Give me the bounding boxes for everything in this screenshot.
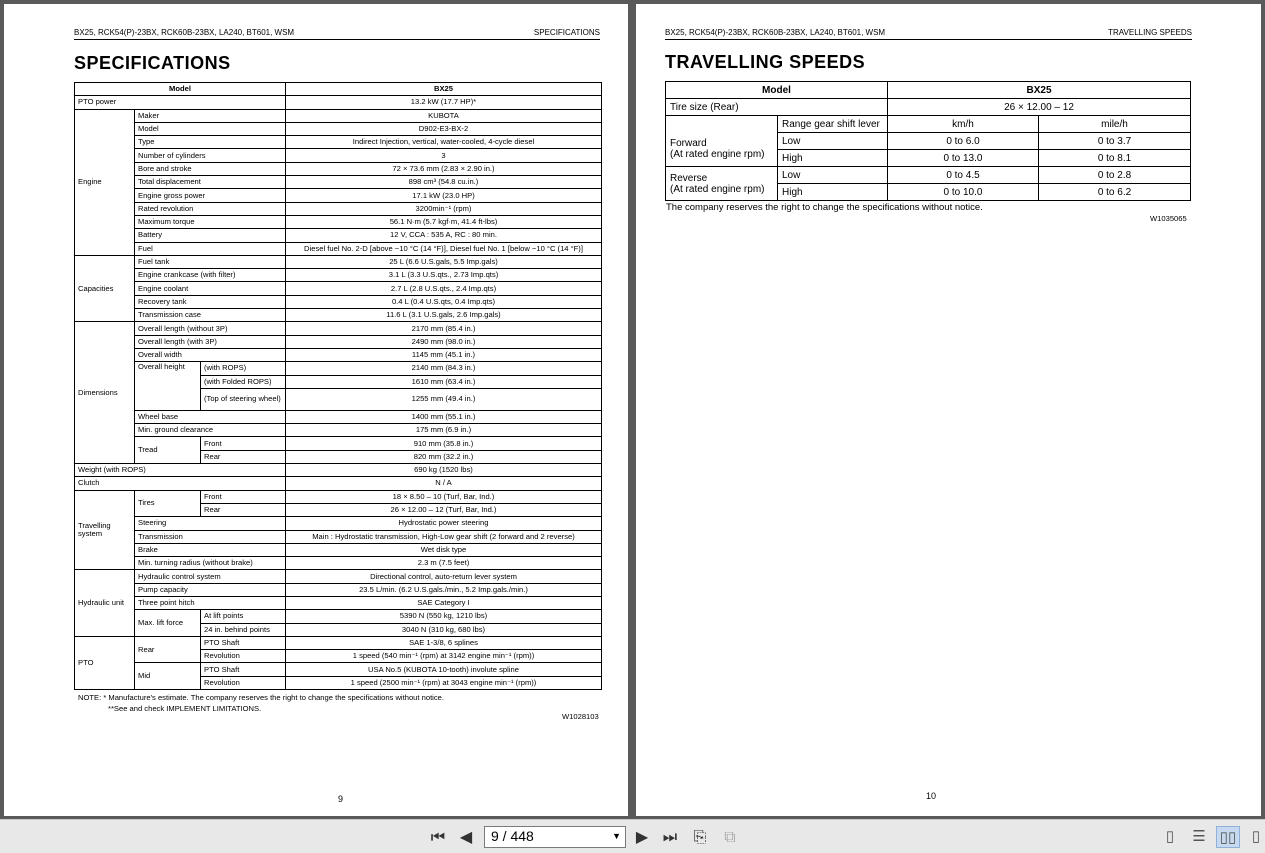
table-row — [75, 322, 602, 335]
row-label: Pump capacity — [135, 583, 286, 596]
gear-label: Low — [778, 133, 888, 150]
table-row — [666, 82, 1191, 99]
first-page-icon[interactable]: ⏮ — [430, 829, 446, 846]
row-value: 5390 N (550 kg, 1210 lbs) — [286, 610, 602, 623]
row-label: Hydraulic control system — [135, 570, 286, 583]
row-label — [666, 167, 778, 201]
table-row — [75, 109, 602, 122]
running-header — [665, 28, 1192, 40]
table-header: BX25 — [888, 82, 1191, 99]
row-label: Clutch — [75, 477, 286, 490]
row-value: 23.5 L/min. (6.2 U.S.gals./min., 5.2 Imp.gals./min.) — [286, 583, 602, 596]
table-row — [75, 255, 602, 268]
row-label: Min. ground clearance — [135, 424, 286, 437]
table-row — [666, 99, 1191, 116]
gear-label: Low — [778, 167, 888, 184]
row-sublabel: PTO Shaft — [201, 636, 286, 649]
row-value: 1400 mm (55.1 in.) — [286, 410, 602, 423]
row-label: Engine coolant — [135, 282, 286, 295]
row-label: Overall height — [135, 362, 201, 411]
table-row — [75, 348, 602, 361]
direction-label: Forward — [670, 138, 707, 150]
table-row — [75, 189, 602, 202]
row-value: 1 speed (540 min⁻¹ (rpm) at 3142 engine min⁻¹ (rpm)) — [286, 650, 602, 663]
table-row — [75, 242, 602, 255]
row-value: 11.6 L (3.1 U.S.gals, 2.6 Imp.gals) — [286, 309, 602, 322]
table-row — [666, 167, 1191, 184]
table-row — [75, 309, 602, 322]
row-value: 0 to 4.5 — [888, 167, 1039, 184]
row-value: 3 — [286, 149, 602, 162]
row-value: 3.1 L (3.3 U.S.qts., 2.73 Imp.qts) — [286, 269, 602, 282]
table-row — [75, 424, 602, 437]
table-row — [75, 517, 602, 530]
page-indicator: 9 / 448 — [491, 828, 534, 844]
row-value: 1 speed (2500 min⁻¹ (rpm) at 3043 engine min⁻¹ (rpm)) — [286, 676, 602, 689]
row-value: 690 kg (1520 lbs) — [286, 464, 602, 477]
table-row — [75, 335, 602, 348]
row-label: Rated revolution — [135, 202, 286, 215]
table-header: Model — [666, 82, 888, 99]
row-value: 25 L (6.6 U.S.gals, 5.5 Imp.gals) — [286, 255, 602, 268]
row-value: 2170 mm (85.4 in.) — [286, 322, 602, 335]
row-value: USA No.5 (KUBOTA 10-tooth) involute spline — [286, 663, 602, 676]
row-value: Indirect Injection, vertical, water-cooled, 4-cycle diesel — [286, 136, 602, 149]
row-value: 0 to 2.8 — [1039, 167, 1191, 184]
row-sublabel: (Top of steering wheel) — [201, 388, 286, 410]
row-label: Bore and stroke — [135, 162, 286, 175]
table-row — [75, 282, 602, 295]
page-number: 10 — [926, 791, 937, 801]
row-value: 1610 mm (63.4 in.) — [286, 375, 602, 388]
row-label: Tread — [135, 437, 201, 464]
table-row — [666, 133, 1191, 150]
table-row — [75, 229, 602, 242]
table-row — [75, 176, 602, 189]
direction-sublabel: (At rated engine rpm) — [670, 183, 765, 195]
footnote-line: **See and check IMPLEMENT LIMITATIONS. — [108, 703, 262, 713]
row-value: SAE Category I — [286, 596, 602, 609]
row-label: Fuel tank — [135, 255, 286, 268]
row-label: Model — [135, 122, 286, 135]
row-label: Engine gross power — [135, 189, 286, 202]
row-value: 2.7 L (2.8 U.S.qts., 2.4 Imp.qts) — [286, 282, 602, 295]
column-header: km/h — [888, 116, 1039, 133]
table-row — [75, 295, 602, 308]
table-row — [75, 663, 602, 676]
row-label: Brake — [135, 543, 286, 556]
row-value: 2140 mm (84.3 in.) — [286, 362, 602, 375]
row-sublabel: Front — [201, 490, 286, 503]
row-value: 820 mm (32.2 in.) — [286, 450, 602, 463]
viewer-toolbar — [0, 819, 1265, 853]
row-label: Overall width — [135, 348, 286, 361]
row-value: 2490 mm (98.0 in.) — [286, 335, 602, 348]
row-sublabel: Revolution — [201, 676, 286, 689]
disclaimer-note: The company reserves the right to change the specifications without notice. — [666, 202, 983, 213]
table-row — [75, 437, 602, 450]
row-sublabel: (with Folded ROPS) — [201, 375, 286, 388]
row-value: 0 to 13.0 — [888, 150, 1039, 167]
row-label: Mid — [135, 663, 201, 690]
category-label: PTO — [75, 636, 135, 689]
row-value: Main : Hydrostatic transmission, High-Low gear shift (2 forward and 2 reverse) — [286, 530, 602, 543]
row-label: Maker — [135, 109, 286, 122]
rotate-icon[interactable]: ⎘ — [693, 829, 707, 846]
row-value: 0 to 3.7 — [1039, 133, 1191, 150]
row-value: 18 × 8.50 – 10 (Turf, Bar, Ind.) — [286, 490, 602, 503]
category-label: Capacities — [75, 255, 135, 321]
table-row — [75, 636, 602, 649]
row-value: 26 × 12.00 – 12 — [888, 99, 1191, 116]
table-row — [75, 596, 602, 609]
row-label: Range gear shift lever — [778, 116, 888, 133]
row-label: PTO power — [75, 96, 286, 109]
row-value: 3040 N (310 kg, 680 lbs) — [286, 623, 602, 636]
row-label: Rear — [135, 636, 201, 663]
row-label: Steering — [135, 517, 286, 530]
row-label: Maximum torque — [135, 215, 286, 228]
row-value: Hydrostatic power steering — [286, 517, 602, 530]
row-sublabel: Revolution — [201, 650, 286, 663]
row-label: Engine crankcase (with filter) — [135, 269, 286, 282]
row-label: Max. lift force — [135, 610, 201, 637]
row-label: Overall length (without 3P) — [135, 322, 286, 335]
row-value: D902-E3-BX-2 — [286, 122, 602, 135]
row-sublabel: Rear — [201, 450, 286, 463]
table-row — [75, 96, 602, 109]
table-row — [75, 410, 602, 423]
row-value: 1255 mm (49.4 in.) — [286, 388, 602, 410]
table-row — [75, 477, 602, 490]
row-label — [666, 133, 778, 167]
row-value: 12 V, CCA : 535 A, RC : 80 min. — [286, 229, 602, 242]
table-row — [75, 570, 602, 583]
next-page-icon[interactable]: ▶ — [635, 829, 649, 846]
row-value: 175 mm (6.9 in.) — [286, 424, 602, 437]
page-number-dropdown[interactable] — [484, 826, 626, 848]
document-page-9 — [4, 4, 628, 816]
row-value: SAE 1-3/8, 6 splines — [286, 636, 602, 649]
row-value: N / A — [286, 477, 602, 490]
row-sublabel: 24 in. behind points — [201, 623, 286, 636]
footnote-line: NOTE: * Manufacture's estimate. The company reserves the right to change the specifications without notice. — [78, 693, 444, 702]
row-label: Total displacement — [135, 176, 286, 189]
row-label: Fuel — [135, 242, 286, 255]
table-row — [75, 490, 602, 503]
category-label: Travelling system — [75, 490, 135, 570]
chevron-down-icon: ▼ — [612, 831, 621, 841]
table-row — [75, 83, 602, 96]
row-value: 0.4 L (0.4 U.S.qts, 0.4 Imp.qts) — [286, 295, 602, 308]
row-label: Transmission — [135, 530, 286, 543]
table-row — [75, 362, 602, 375]
row-sublabel: Rear — [201, 503, 286, 516]
row-value: Directional control, auto-return lever system — [286, 570, 602, 583]
table-row — [75, 122, 602, 135]
row-value: 56.1 N·m (5.7 kgf·m, 41.4 ft-lbs) — [286, 215, 602, 228]
row-label: Transmission case — [135, 309, 286, 322]
row-label: Overall length (with 3P) — [135, 335, 286, 348]
table-row — [75, 149, 602, 162]
page-title: TRAVELLING SPEEDS — [665, 52, 866, 72]
running-header — [74, 28, 600, 40]
specifications-table — [74, 82, 602, 690]
row-value: 898 cm³ (54.8 cu.in.) — [286, 176, 602, 189]
table-row — [75, 162, 602, 175]
row-value: 0 to 6.0 — [888, 133, 1039, 150]
row-sublabel: Front — [201, 437, 286, 450]
table-header: BX25 — [286, 83, 602, 96]
table-row — [75, 136, 602, 149]
empty-cell — [666, 116, 778, 133]
row-label: Number of cylinders — [135, 149, 286, 162]
header-model-list: BX25, RCK54(P)-23BX, RCK60B-23BX, LA240, BT601, WSM — [74, 28, 295, 37]
row-value: 17.1 kW (23.0 HP) — [286, 189, 602, 202]
travelling-speeds-table — [665, 81, 1191, 201]
row-sublabel: PTO Shaft — [201, 663, 286, 676]
table-row — [75, 610, 602, 623]
row-sublabel: (with ROPS) — [201, 362, 286, 375]
header-section: SPECIFICATIONS — [533, 28, 600, 37]
gear-label: High — [778, 184, 888, 201]
row-value: 910 mm (35.8 in.) — [286, 437, 602, 450]
row-value: 3200min⁻¹ (rpm) — [286, 202, 602, 215]
row-value: Diesel fuel No. 2-D [above −10 °C (14 °F)], Diesel fuel No. 1 [below −10 °C (14 °F)] — [286, 242, 602, 255]
row-value: Wet disk type — [286, 543, 602, 556]
page-title: SPECIFICATIONS — [74, 53, 231, 73]
row-value: 13.2 kW (17.7 HP)* — [286, 96, 602, 109]
table-header: Model — [75, 83, 286, 96]
table-row — [75, 269, 602, 282]
document-code: W1028103 — [562, 712, 599, 721]
row-label: Wheel base — [135, 410, 286, 423]
document-page-10 — [636, 4, 1261, 816]
header-model-list: BX25, RCK54(P)-23BX, RCK60B-23BX, LA240, BT601, WSM — [665, 28, 886, 37]
footnote — [78, 693, 444, 714]
table-row — [75, 530, 602, 543]
header-section: TRAVELLING SPEEDS — [1108, 28, 1192, 37]
direction-label: Reverse — [670, 172, 708, 184]
row-label: Tires — [135, 490, 201, 517]
table-row — [75, 557, 602, 570]
row-label: Recovery tank — [135, 295, 286, 308]
row-value: 0 to 6.2 — [1039, 184, 1191, 201]
prev-page-icon[interactable]: ◀ — [459, 829, 473, 846]
row-label: Tire size (Rear) — [666, 99, 888, 116]
row-value: 0 to 8.1 — [1039, 150, 1191, 167]
row-value: 2.3 m (7.5 feet) — [286, 557, 602, 570]
row-label: Min. turning radius (without brake) — [135, 557, 286, 570]
category-label: Engine — [75, 109, 135, 255]
table-row — [666, 116, 1191, 133]
table-row — [75, 583, 602, 596]
category-label: Hydraulic unit — [75, 570, 135, 636]
single-page-view-icon[interactable]: ▯ — [1165, 828, 1175, 845]
row-value: 72 × 73.6 mm (2.83 × 2.90 in.) — [286, 162, 602, 175]
page-number: 9 — [338, 794, 344, 804]
table-row — [75, 543, 602, 556]
category-label: Dimensions — [75, 322, 135, 464]
gear-label: High — [778, 150, 888, 167]
document-code: W1035065 — [1150, 214, 1187, 223]
row-label: Battery — [135, 229, 286, 242]
row-value: 0 to 10.0 — [888, 184, 1039, 201]
last-page-icon[interactable]: ⏭ — [662, 829, 678, 846]
two-page-view-icon[interactable]: ▯▯ — [1216, 826, 1240, 848]
row-label: Three point hitch — [135, 596, 286, 609]
two-page-continuous-view-icon[interactable]: ▯ — [1251, 828, 1261, 845]
row-sublabel: At lift points — [201, 610, 286, 623]
continuous-view-icon[interactable]: ☰ — [1192, 828, 1206, 845]
copy-icon[interactable]: ⧉ — [724, 829, 736, 846]
table-row — [75, 464, 602, 477]
row-value: KUBOTA — [286, 109, 602, 122]
row-label: Weight (with ROPS) — [75, 464, 286, 477]
direction-sublabel: (At rated engine rpm) — [670, 149, 765, 161]
table-row — [75, 215, 602, 228]
row-value: 1145 mm (45.1 in.) — [286, 348, 602, 361]
table-row — [75, 202, 602, 215]
row-value: 26 × 12.00 – 12 (Turf, Bar, Ind.) — [286, 503, 602, 516]
column-header: mile/h — [1039, 116, 1191, 133]
row-label: Type — [135, 136, 286, 149]
